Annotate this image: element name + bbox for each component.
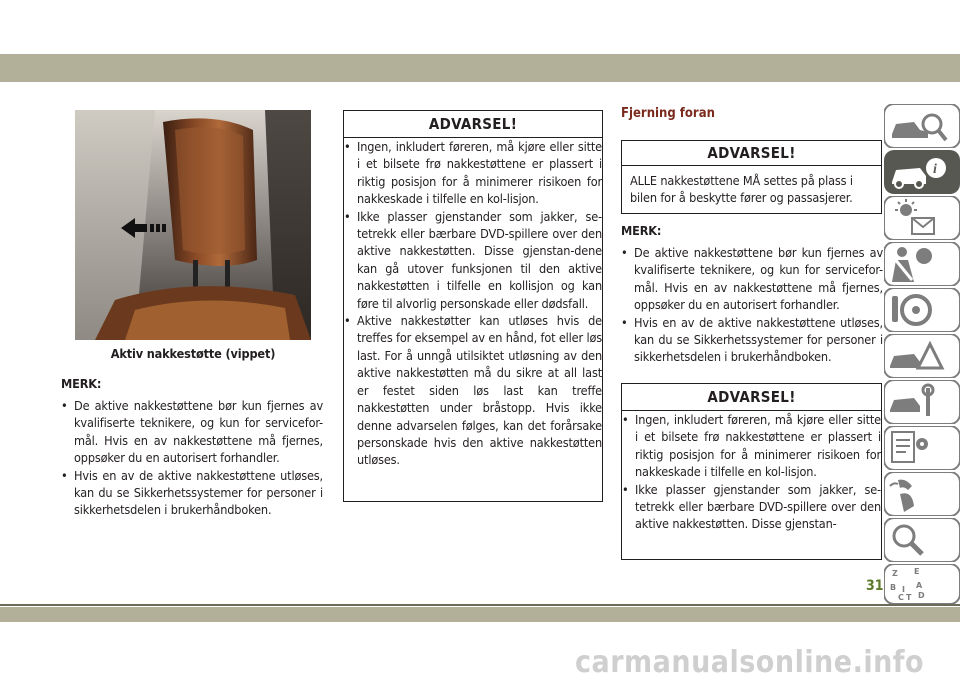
specifications-gear-icon	[884, 426, 960, 470]
list-item: • Ikke plasser gjenstander som jakker, se-tetrekk eller bærbare DVD-spillere over den aktive nakkestøtten. Disse gjenstan-	[622, 481, 881, 533]
car-info-icon	[884, 150, 960, 194]
page-number: 31	[866, 578, 884, 594]
sidebar-tab-starting[interactable]	[884, 288, 960, 332]
list-item: • Ikke plasser gjenstander som jakker, se-tetrekk eller bærbare DVD-spillere over den aktive nakkestøtten. Disse gjenstan-dene kan gå utover funksjonen til den aktive nakkestøtten i tilfelle en kollisjon og kan føre til alvorlig personskade eller dødsfall.	[344, 208, 602, 312]
section-title: Fjerning foran	[621, 106, 715, 121]
svg-text:T: T	[906, 593, 912, 602]
sidebar-tab-specifications[interactable]	[884, 426, 960, 470]
warning-box-right-2	[621, 383, 882, 560]
watermark: carmanualsonline.info	[575, 645, 925, 680]
note-label-right: MERK:	[621, 223, 662, 238]
alphabet-index-icon	[884, 564, 960, 604]
list-item: • Aktive nakkestøtter kan utløses hvis de treffes for eksempel av en hånd, fot eller løs last. For å unngå utilsiktet utløsning av den aktive nakkestøtten må du sikre at all last er festet siden løs last kan treffe nakkestøtten under bråstopp. Hvis ikke denne advarselen følges, kan det forårsake personskade hvis den aktive nakkestøtten utløses.	[344, 312, 602, 469]
warning-text: ALLE nakkestøttene MÅ settes på plass i bilen for å beskytte fører og passasjerer.	[630, 173, 853, 206]
svg-text:C: C	[898, 593, 904, 602]
sidebar-tab-maintenance[interactable]	[884, 380, 960, 424]
steering-wheel-icon	[884, 288, 960, 332]
index-search-icon	[884, 518, 960, 562]
car-magnifier-icon	[884, 104, 960, 148]
left-note-list	[61, 397, 323, 519]
bottom-band	[0, 607, 960, 622]
sidebar-tab-getting-to-know-vehicle[interactable]	[884, 150, 960, 194]
sidebar-tab-emergency[interactable]	[884, 334, 960, 378]
svg-text:A: A	[916, 581, 923, 590]
list-item: • De aktive nakkestøttene bør kun fjernes av kvalifiserte teknikere, og kun for servicefor-mål. Hvis en av nakkestøttene må fjernes, oppsøker du en autorisert forhandler.	[621, 244, 883, 314]
roadside-emergency-icon	[884, 334, 960, 378]
svg-text:i: i	[933, 162, 937, 177]
headrest-photo	[75, 110, 311, 340]
right-note-list	[621, 244, 883, 366]
multimedia-icon	[884, 472, 960, 516]
list-item: • Ingen, inkludert føreren, må kjøre eller sitte i et bilsete frø nakkestøttene er plassert i riktig posisjon for å minimerer risikoen for nakkeskade i tilfelle en kol-lisjon.	[622, 411, 881, 481]
list-item: • Ingen, inkludert føreren, må kjøre eller sitte i et bilsete frø nakkestøttene er plassert i riktig posisjon for å minimerer risikoen for nakkeskade i tilfelle en kol-lisjon.	[344, 138, 602, 208]
warning-box-middle	[343, 110, 603, 502]
svg-text:E: E	[914, 567, 920, 576]
sidebar-tab-dashboard[interactable]	[884, 196, 960, 240]
top-band	[0, 54, 960, 82]
warning-list	[622, 411, 881, 533]
warning-light-message-icon	[884, 196, 960, 240]
list-item: • Hvis en av de aktive nakkestøttene utløses, kan du se Sikkerhetssystemer for personer i sikkerhetsdelen i brukerhåndboken.	[61, 467, 323, 519]
warning-title: ADVARSEL!	[344, 111, 602, 138]
note-label-left: MERK:	[61, 376, 102, 391]
svg-text:B: B	[890, 583, 897, 592]
warning-title: ADVARSEL!	[622, 384, 881, 411]
warning-list	[344, 138, 602, 469]
car-maintenance-icon	[884, 380, 960, 424]
sidebar-tab-getting-to-know[interactable]	[884, 104, 960, 148]
list-item: • Hvis en av de aktive nakkestøttene utløses, kan du se Sikkerhetssystemer for personer i sikkerhetsdelen i brukerhåndboken.	[621, 314, 883, 366]
bottom-rule	[0, 604, 960, 606]
sidebar-tab-index[interactable]	[884, 518, 960, 562]
list-item: • De aktive nakkestøttene bør kun fjernes av kvalifiserte teknikere, og kun for servicefor-mål. Hvis en av nakkestøttene må fjernes, oppsøker du en autorisert forhandler.	[61, 397, 323, 467]
svg-text:D: D	[918, 591, 925, 600]
sidebar-tab-alphabet[interactable]	[884, 564, 960, 604]
sidebar-tab-safety[interactable]	[884, 242, 960, 286]
svg-text:I: I	[902, 585, 905, 594]
sidebar-tab-multimedia[interactable]	[884, 472, 960, 516]
figure-caption: Aktiv nakkestøtte (vippet)	[110, 346, 276, 361]
airbag-seatbelt-icon	[884, 242, 960, 286]
warning-title: ADVARSEL!	[622, 141, 881, 166]
warning-box-right-1	[621, 140, 882, 214]
svg-text:Z: Z	[892, 569, 898, 578]
